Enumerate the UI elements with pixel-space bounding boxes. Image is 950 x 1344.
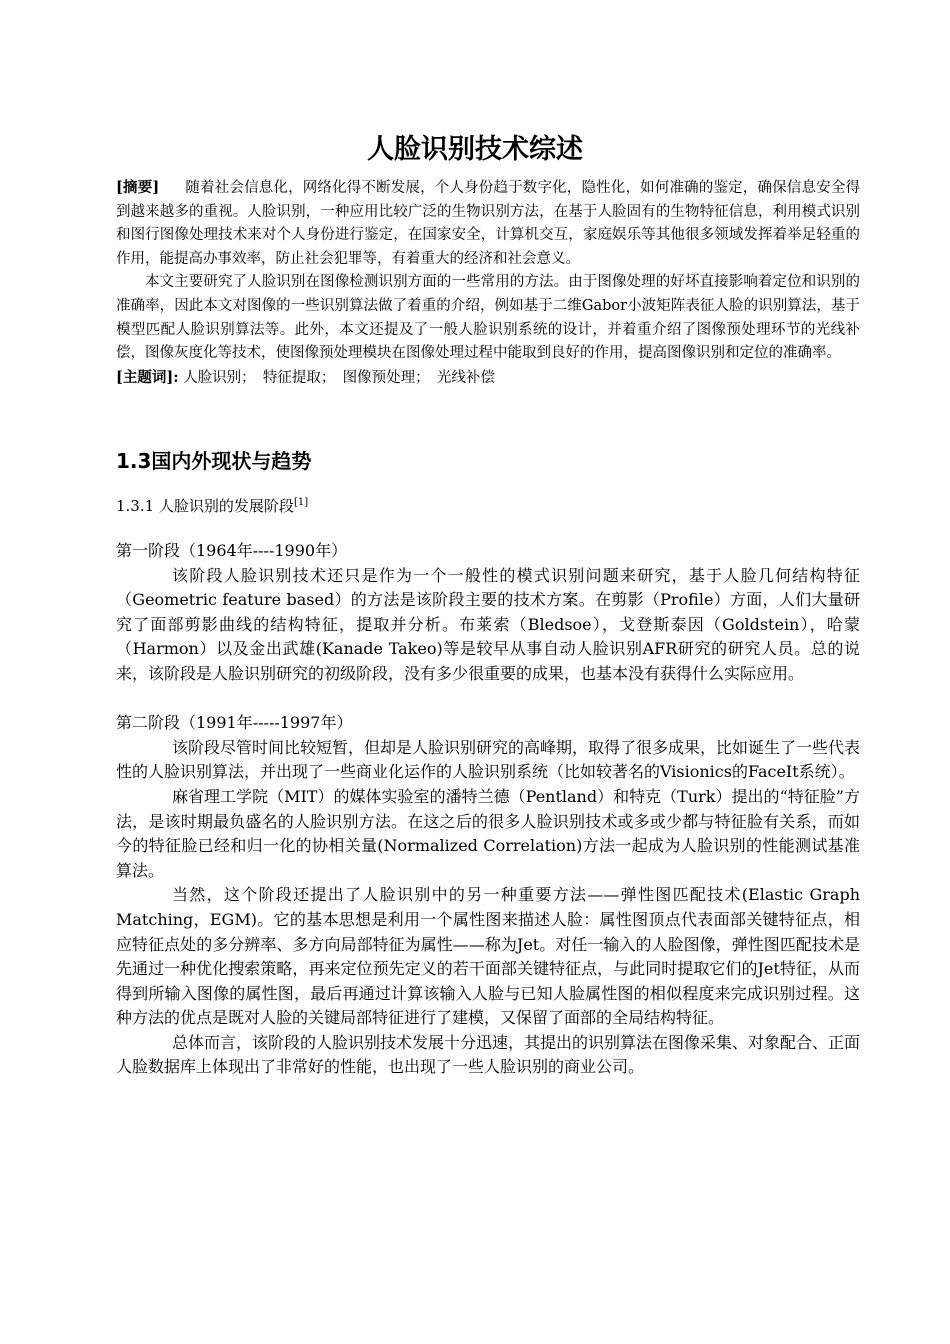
abstract-block (116, 176, 860, 390)
subsection-heading-text: 1.3.1 人脸识别的发展阶段 (116, 497, 294, 515)
keywords-label: [主题词]: (116, 368, 179, 386)
stage1-heading: 第一阶段（1964年----1990年） (116, 541, 348, 560)
stage2-paragraph-1: 该阶段尽管时间比较短暂，但却是人脸识别研究的高峰期，取得了很多成果，比如诞生了一些代表性的人脸识别算法，并出现了一些商业化运作的人脸识别系统（比如较著名的Visionics的FaceIt系统）。 (116, 737, 861, 782)
stage2-heading: 第二阶段（1991年-----1997年） (116, 713, 353, 733)
abstract-paragraph-2: 本文主要研究了人脸识别在图像检测识别方面的一些常用的方法。由于图像处理的好坏直接影响着定位和识别的准确率，因此本文对图像的一些识别算法做了着重的介绍，例如基于二维Gabor小波矩阵表征人脸的识别算法，基于模型匹配人脸识别算法等。此外，本文还提及了一般人脸识别系统的设计，并着重介绍了图像预处理环节的光线补偿，图像灰度化等技术，使图像预处理模块在图像处理过程中能取到良好的作用，提高图像识别和定位的准确率。 (116, 274, 860, 362)
stage2-paragraph-4: 总体而言，该阶段的人脸识别技术发展十分迅速，其提出的识别算法在图像采集、对象配合、正面人脸数据库上体现出了非常好的性能，也出现了一些人脸识别的商业公司。 (116, 1032, 861, 1077)
abstract-paragraph-1 (116, 176, 860, 271)
keywords-text: 人脸识别； 特征提取； 图像预处理； 光线补偿 (183, 369, 495, 386)
document-title: 人脸识别技术综述 (367, 134, 583, 165)
body-text (116, 539, 860, 1080)
stage1-paragraph-1: 该阶段人脸识别技术还只是作为一个一般性的模式识别问题来研究，基于人脸几何结构特征（Geometric feature based）的方法是该阶段主要的技术方案。在剪影（Profile）方面，人们大量研究了面部剪影曲线的结构特征，提取并分析。布莱索（Bledsoe），戈登斯泰因（Goldstein），哈蒙（Harmon）以及金出武雄(Kanade Takeo)等是较早从事自动人脸识别AFR研究的研究人员。总的说来，该阶段是人脸识别研究的初级阶段，没有多少很重要的成果，也基本没有获得什么实际应用。 (116, 565, 860, 683)
citation-reference: [1] (293, 497, 309, 508)
abstract-text-1: 随着社会信息化，网络化得不断发展，个人身份趋于数字化，隐性化，如何准确的鉴定，确保信息安全得到越来越多的重视。人脸识别，一种应用比较广泛的生物识别方法，在基于人脸固有的生物特征信息，利用模式识别和图行图像处理技术来对个人身份进行鉴定，在国家安全，计算机交互，家庭娱乐等其他很多领域发挥着举足轻重的作用，能提高办事效率，防止社会犯罪等，有着重大的经济和社会意义。 (116, 180, 860, 267)
stage2-paragraph-2: 麻省理工学院（MIT）的媒体实验室的潘特兰德（Pentland）和特克（Turk）提出的“特征脸”方法，是该时期最负盛名的人脸识别方法。在这之后的很多人脸识别技术或多或少都与特征脸有关系，而如今的特征脸已经和归一化的协相关量(Normalized Correlation)方法一起成为人脸识别的性能测试基准算法。 (116, 786, 860, 880)
abstract-label: [摘要] (116, 179, 160, 196)
stage2-paragraph-3: 当然，这个阶段还提出了人脸识别中的另一种重要方法——弹性图匹配技术(Elastic Graph Matching，EGM)。它的基本思想是利用一个属性图来描述人脸：属性图顶点代表面部关键特征点，相应特征点处的多分辨率、多方向局部特征为属性——称为Jet。对任一输入的人脸图像，弹性图匹配技术是先通过一种优化搜索策略，再来定位预先定义的若干面部关键特征点，与此同时提取它们的Jet特征，从而得到所输入图像的属性图，最后再通过计算该输入人脸与已知人脸属性图的相似程度来完成识别过程。这种方法的优点是既对人脸的关键局部特征进行了建模，又保留了面部的全局结构特征。 (116, 885, 860, 1028)
keywords-line (116, 366, 860, 391)
section-heading: 1.3国内外现状与趋势 (116, 449, 312, 473)
subsection-heading (116, 494, 308, 518)
